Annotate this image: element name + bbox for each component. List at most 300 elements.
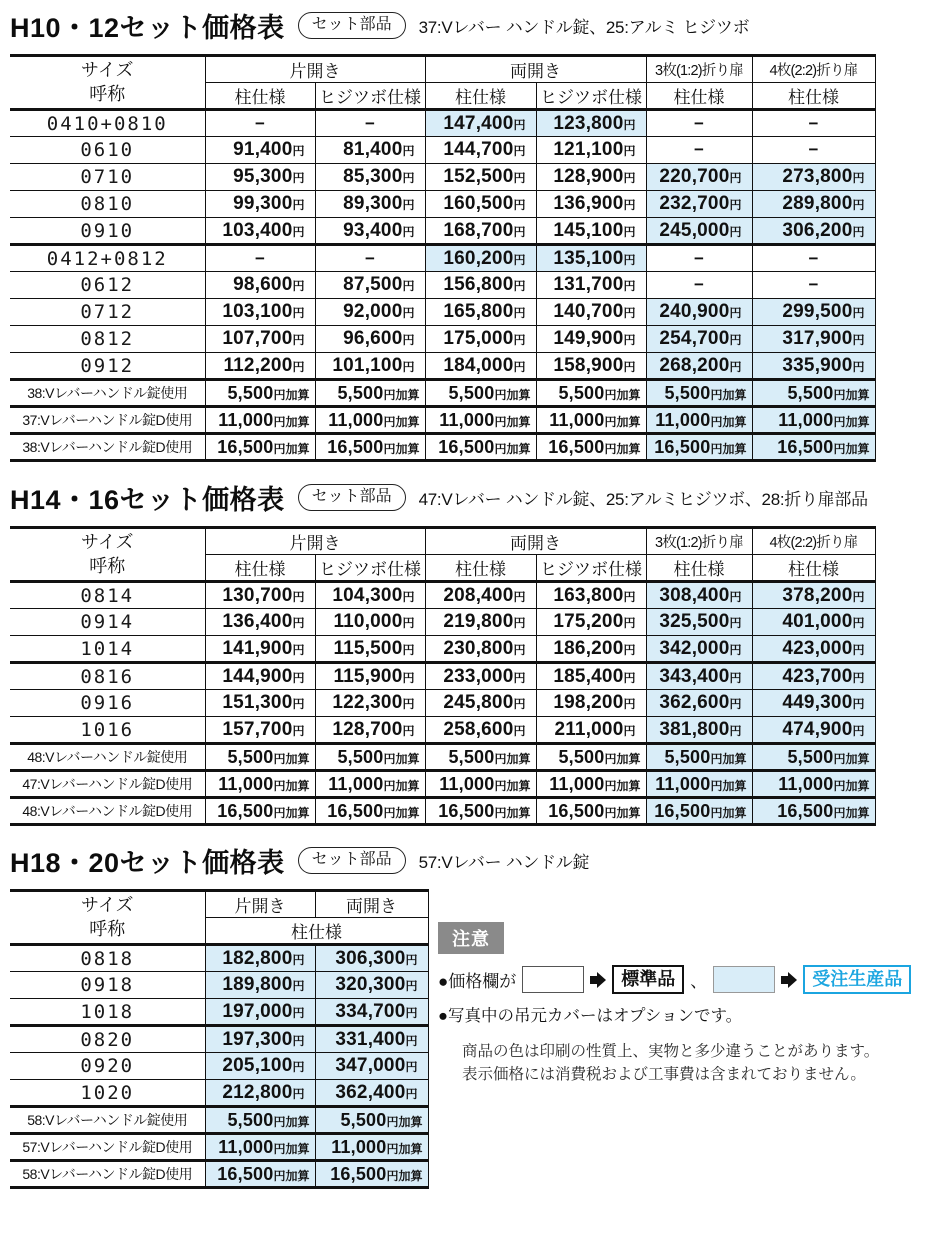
price-cell (752, 636, 875, 663)
price-legend-line (438, 965, 924, 994)
price-cell (425, 245, 536, 272)
price-cell (425, 582, 536, 609)
price-amount: 96,600 (343, 328, 403, 349)
column-sub-header: 柱仕様 (205, 555, 315, 582)
price-cell (205, 636, 315, 663)
table-row (10, 191, 875, 218)
column-sub-header: ヒジツボ仕様 (315, 83, 425, 110)
price-amount: 212,800 (222, 1081, 293, 1103)
column-sub-header: 柱仕様 (205, 83, 315, 110)
column-group-header: 両開き (425, 56, 646, 83)
price-cell (205, 299, 315, 326)
table-body (10, 582, 875, 825)
price-cell (536, 326, 646, 353)
price-amount: 5,500 (340, 1109, 387, 1130)
price-amount: 317,900 (782, 328, 853, 349)
price-cell (315, 137, 425, 164)
price-amount: 151,300 (222, 692, 293, 713)
price-amount: 85,300 (343, 166, 403, 187)
price-unit: 円加算 (710, 441, 747, 456)
price-unit: 円加算 (604, 441, 641, 456)
size-label-cell: 0920 (10, 1053, 205, 1080)
price-cell (315, 1080, 428, 1107)
price-amount: 16,500 (654, 436, 711, 457)
price-cell (315, 218, 425, 245)
price-amount: 103,400 (222, 219, 293, 241)
price-unit: 円 (292, 306, 305, 320)
price-amount: 289,800 (782, 193, 853, 214)
price-cell (752, 218, 875, 245)
size-header-line: 呼称 (89, 555, 126, 576)
price-amount: 335,900 (782, 354, 853, 376)
table3-parts-note: 57:Vレバー ハンドル錠 (418, 853, 590, 872)
price-unit: 円 (292, 1005, 305, 1020)
price-amount: 5,500 (227, 382, 274, 403)
price-cell (646, 164, 752, 191)
price-amount: 5,500 (227, 1109, 274, 1130)
standard-product-label: 標準品 (612, 965, 684, 994)
price-amount: 16,500 (654, 800, 711, 821)
price-amount: 5,500 (448, 382, 495, 403)
price-unit: 円 (852, 171, 865, 185)
price-amount: 306,300 (335, 947, 406, 969)
size-column-header (10, 56, 205, 110)
price-cell (205, 326, 315, 353)
table-row (10, 717, 875, 744)
price-amount: 240,900 (659, 301, 730, 322)
price-amount: 16,500 (548, 800, 605, 821)
price-cell (536, 609, 646, 636)
price-unit: 円 (623, 333, 636, 347)
price-cell (752, 663, 875, 690)
price-cell (536, 164, 646, 191)
column-sub-header: 柱仕様 (425, 555, 536, 582)
price-cell (205, 380, 315, 407)
price-amount: 103,100 (222, 301, 293, 322)
empty-price-cell: − (315, 110, 425, 137)
empty-price-cell: − (205, 245, 315, 272)
table-row (10, 110, 875, 137)
price-amount: 362,400 (335, 1081, 406, 1103)
price-cell (205, 1053, 315, 1080)
table-row (10, 299, 875, 326)
price-unit: 円 (513, 589, 526, 604)
price-amount: 362,600 (659, 692, 730, 713)
price-amount: 16,500 (327, 800, 384, 821)
price-cell (315, 164, 425, 191)
price-cell (425, 353, 536, 380)
table-row (10, 744, 875, 771)
price-amount: 16,500 (438, 436, 495, 457)
option-label-cell: 38:Vレバーハンドル錠D使用 (10, 434, 205, 461)
price-amount: 168,700 (443, 219, 514, 241)
price-cell (646, 798, 752, 825)
standard-price-sample-box (522, 966, 584, 993)
price-unit: 円 (729, 198, 742, 212)
price-cell (536, 663, 646, 690)
price-unit: 円 (405, 1086, 418, 1101)
price-amount: 5,500 (664, 382, 711, 403)
price-unit: 円加算 (710, 387, 747, 402)
price-cell (752, 407, 875, 434)
price-unit: 円 (292, 697, 305, 711)
price-cell (536, 717, 646, 744)
empty-price-cell: − (646, 110, 752, 137)
price-amount: 211,000 (554, 718, 624, 740)
price-amount: 149,900 (553, 328, 624, 349)
empty-price-cell: − (646, 137, 752, 164)
price-unit: 円 (402, 616, 415, 630)
table-row (10, 663, 875, 690)
price-unit: 円 (402, 333, 415, 347)
price-unit: 円 (623, 697, 636, 711)
price-amount: 136,400 (222, 611, 293, 632)
price-unit: 円 (513, 670, 526, 685)
price-amount: 98,600 (233, 274, 293, 295)
price-cell (646, 218, 752, 245)
price-amount: 5,500 (787, 746, 834, 767)
price-amount: 11,000 (439, 409, 495, 430)
price-amount: 121,100 (553, 139, 624, 160)
size-label-cell: 0712 (10, 299, 205, 326)
legend-comma: 、 (690, 972, 708, 992)
price-unit: 円 (852, 642, 865, 657)
table1-title: H10・12セット価格表 (10, 13, 285, 43)
arrow-right-icon (781, 972, 797, 988)
option-label-cell: 38:Vレバーハンドル錠使用 (10, 380, 205, 407)
price-amount: 93,400 (343, 219, 403, 241)
price-unit: 円 (292, 952, 305, 967)
price-cell (205, 999, 315, 1026)
h10-12-price-table (10, 54, 876, 462)
price-amount: 115,500 (333, 637, 403, 659)
price-unit: 円 (402, 642, 415, 657)
price-cell (425, 326, 536, 353)
table1-parts-note: 37:Vレバー ハンドル錠、25:アルミ ヒジツボ (418, 18, 750, 37)
price-unit: 円加算 (273, 778, 310, 793)
size-label-cell: 1020 (10, 1080, 205, 1107)
price-cell (205, 771, 315, 798)
price-amount: 11,000 (328, 409, 384, 430)
price-cell (315, 272, 425, 299)
table3-title: H18・20セット価格表 (10, 848, 285, 878)
price-amount: 165,800 (443, 301, 514, 322)
price-unit: 円 (852, 306, 865, 320)
arrow-right-icon (590, 972, 606, 988)
price-cell (536, 137, 646, 164)
price-cell (205, 434, 315, 461)
price-amount: 11,000 (218, 409, 274, 430)
size-label-cell: 0810 (10, 191, 205, 218)
price-amount: 334,700 (335, 1000, 406, 1022)
table-row (10, 1107, 428, 1134)
price-amount: 16,500 (548, 436, 605, 457)
price-cell (315, 434, 425, 461)
price-unit: 円 (402, 589, 415, 604)
price-unit: 円 (513, 224, 526, 239)
price-amount: 163,800 (553, 584, 624, 606)
price-unit: 円 (852, 359, 865, 374)
price-cell (315, 972, 428, 999)
price-unit: 円 (729, 333, 742, 347)
price-cell (536, 798, 646, 825)
price-amount: 186,200 (553, 637, 624, 659)
price-cell (205, 1134, 315, 1161)
price-cell (315, 407, 425, 434)
price-unit: 円 (852, 224, 865, 239)
price-unit: 円加算 (383, 805, 420, 820)
price-cell (752, 771, 875, 798)
column-group-header: 4枚(2:2)折り扉 (752, 56, 875, 83)
price-unit: 円加算 (604, 778, 641, 793)
price-unit: 円 (513, 198, 526, 212)
option-label-cell: 47:Vレバーハンドル錠D使用 (10, 771, 205, 798)
price-cell (315, 636, 425, 663)
price-cell (205, 582, 315, 609)
h18-20-price-table (10, 889, 429, 1189)
price-unit: 円加算 (710, 751, 747, 766)
price-amount: 11,000 (655, 409, 711, 430)
size-label-cell: 1014 (10, 636, 205, 663)
notice-block (438, 922, 924, 1026)
price-amount: 5,500 (787, 382, 834, 403)
price-amount: 230,800 (443, 637, 514, 659)
size-label-cell: 0412+0812 (10, 245, 205, 272)
price-unit: 円 (623, 224, 636, 239)
price-cell (536, 272, 646, 299)
price-cell (205, 1080, 315, 1107)
price-cell (536, 299, 646, 326)
price-cell (425, 798, 536, 825)
price-unit: 円加算 (494, 387, 531, 402)
price-unit: 円 (292, 198, 305, 212)
price-cell (205, 164, 315, 191)
price-unit: 円加算 (383, 414, 420, 429)
price-cell (315, 1134, 428, 1161)
price-amount: 189,800 (222, 974, 293, 995)
price-cell (315, 380, 425, 407)
price-cell (752, 717, 875, 744)
size-header-line: サイズ (80, 60, 134, 81)
price-unit: 円 (623, 117, 636, 132)
size-label-cell: 0710 (10, 164, 205, 191)
price-unit: 円 (402, 279, 415, 293)
price-amount: 16,500 (217, 1163, 274, 1184)
empty-price-cell: − (315, 245, 425, 272)
option-label-cell: 58:Vレバーハンドル錠使用 (10, 1107, 205, 1134)
price-amount: 107,700 (222, 328, 293, 349)
table-row (10, 164, 875, 191)
price-unit: 円 (402, 171, 415, 185)
price-amount: 16,500 (217, 800, 274, 821)
price-unit: 円加算 (273, 751, 310, 766)
column-sub-header: ヒジツボ仕様 (536, 83, 646, 110)
price-amount: 347,000 (335, 1055, 406, 1076)
price-cell (536, 380, 646, 407)
price-amount: 131,700 (553, 274, 624, 295)
column-sub-header: ヒジツボ仕様 (536, 555, 646, 582)
price-cell (646, 191, 752, 218)
price-amount: 101,100 (332, 354, 403, 376)
size-label-cell: 0812 (10, 326, 205, 353)
price-cell (536, 353, 646, 380)
price-unit: 円 (513, 117, 526, 132)
price-unit: 円 (292, 979, 305, 993)
price-cell (315, 744, 425, 771)
price-unit: 円加算 (494, 751, 531, 766)
price-amount: 378,200 (782, 584, 853, 606)
price-amount: 423,000 (782, 637, 853, 659)
column-sub-header: 柱仕様 (205, 918, 428, 945)
size-label-cell: 0910 (10, 218, 205, 245)
price-cell (752, 353, 875, 380)
photo-note-line: ●写真中の吊元カバーはオプションです。 (438, 1007, 743, 1026)
price-unit: 円 (405, 1033, 418, 1048)
table-row (10, 434, 875, 461)
price-unit: 円 (292, 589, 305, 604)
price-amount: 342,000 (659, 637, 730, 659)
price-unit: 円加算 (383, 778, 420, 793)
price-cell (752, 191, 875, 218)
price-amount: 89,300 (343, 193, 403, 214)
price-unit: 円加算 (383, 387, 420, 402)
table-body (10, 110, 875, 461)
price-amount: 331,400 (335, 1028, 406, 1050)
price-amount: 11,000 (549, 409, 605, 430)
price-cell (425, 218, 536, 245)
price-unit: 円 (402, 723, 415, 738)
size-label-cell: 0818 (10, 945, 205, 972)
price-amount: 401,000 (782, 611, 853, 632)
price-unit: 円加算 (273, 441, 310, 456)
price-unit: 円加算 (494, 805, 531, 820)
price-unit: 円 (513, 359, 526, 374)
price-amount: 81,400 (343, 139, 403, 160)
price-amount: 158,900 (553, 354, 624, 376)
price-unit: 円 (729, 670, 742, 685)
price-cell (205, 1026, 315, 1053)
option-label-cell: 48:Vレバーハンドル錠使用 (10, 744, 205, 771)
price-amount: 110,000 (333, 611, 403, 632)
price-cell (205, 972, 315, 999)
column-sub-header: 柱仕様 (752, 555, 875, 582)
price-unit: 円加算 (604, 387, 641, 402)
price-amount: 16,500 (327, 436, 384, 457)
price-cell (425, 717, 536, 744)
price-unit: 円 (292, 1033, 305, 1048)
price-cell (315, 353, 425, 380)
price-amount: 182,800 (222, 947, 293, 969)
price-amount: 104,300 (332, 584, 403, 606)
price-amount: 184,000 (443, 354, 514, 376)
price-unit: 円加算 (273, 805, 310, 820)
size-header-line: サイズ (80, 895, 134, 916)
price-amount: 185,400 (553, 665, 624, 687)
price-unit: 円 (405, 1005, 418, 1020)
price-amount: 11,000 (218, 773, 274, 794)
size-label-cell: 0814 (10, 582, 205, 609)
table-row (10, 771, 875, 798)
price-unit: 円加算 (273, 1141, 310, 1156)
price-amount: 144,900 (222, 665, 293, 687)
price-cell (536, 110, 646, 137)
price-unit: 円 (729, 697, 742, 711)
table-header (10, 56, 875, 110)
price-amount: 381,800 (659, 718, 730, 740)
option-label-cell: 48:Vレバーハンドル錠D使用 (10, 798, 205, 825)
price-amount: 11,000 (778, 409, 834, 430)
price-cell (646, 299, 752, 326)
price-cell (752, 798, 875, 825)
size-label-cell: 0410+0810 (10, 110, 205, 137)
column-group-header: 3枚(1:2)折り扉 (646, 56, 752, 83)
price-amount: 232,700 (659, 193, 730, 214)
price-cell (425, 407, 536, 434)
price-cell (315, 771, 425, 798)
price-cell (646, 609, 752, 636)
column-group-header: 両開き (315, 891, 428, 918)
price-cell (752, 164, 875, 191)
price-amount: 175,200 (553, 611, 624, 632)
price-amount: 11,000 (218, 1136, 274, 1157)
table-row (10, 690, 875, 717)
table-row (10, 407, 875, 434)
price-unit: 円 (513, 279, 526, 293)
price-unit: 円 (292, 670, 305, 685)
price-cell (205, 663, 315, 690)
price-amount: 175,000 (443, 328, 514, 349)
price-amount: 147,400 (443, 112, 514, 134)
price-cell (315, 1026, 428, 1053)
price-unit: 円加算 (833, 751, 870, 766)
price-unit: 円 (623, 642, 636, 657)
price-amount: 141,900 (222, 637, 293, 659)
price-cell (425, 690, 536, 717)
price-unit: 円 (402, 198, 415, 212)
price-unit: 円 (402, 359, 415, 374)
price-amount: 160,200 (443, 247, 514, 269)
size-label-cell: 0612 (10, 272, 205, 299)
price-cell (425, 380, 536, 407)
price-amount: 11,000 (778, 773, 834, 794)
price-unit: 円加算 (604, 751, 641, 766)
price-cell (646, 771, 752, 798)
price-unit: 円 (513, 306, 526, 320)
table-row (10, 972, 428, 999)
disclaimer-line-1: 商品の色は印刷の性質上、実物と多少違うことがあります。 (462, 1043, 880, 1060)
price-cell (315, 1053, 428, 1080)
price-unit: 円 (513, 252, 526, 267)
price-cell (425, 110, 536, 137)
price-unit: 円 (729, 589, 742, 604)
column-group-header: 3枚(1:2)折り扉 (646, 528, 752, 555)
price-amount: 95,300 (233, 166, 293, 187)
option-label-cell: 57:Vレバーハンドル錠D使用 (10, 1134, 205, 1161)
price-unit: 円 (513, 697, 526, 711)
price-cell (315, 717, 425, 744)
price-amount: 123,800 (553, 112, 624, 134)
price-cell (752, 434, 875, 461)
price-amount: 92,000 (343, 301, 403, 322)
price-cell (425, 744, 536, 771)
price-unit: 円 (729, 224, 742, 239)
price-cell (646, 717, 752, 744)
empty-price-cell: − (752, 245, 875, 272)
price-unit: 円 (852, 697, 865, 711)
price-unit: 円 (852, 589, 865, 604)
price-cell (752, 609, 875, 636)
price-unit: 円 (729, 642, 742, 657)
